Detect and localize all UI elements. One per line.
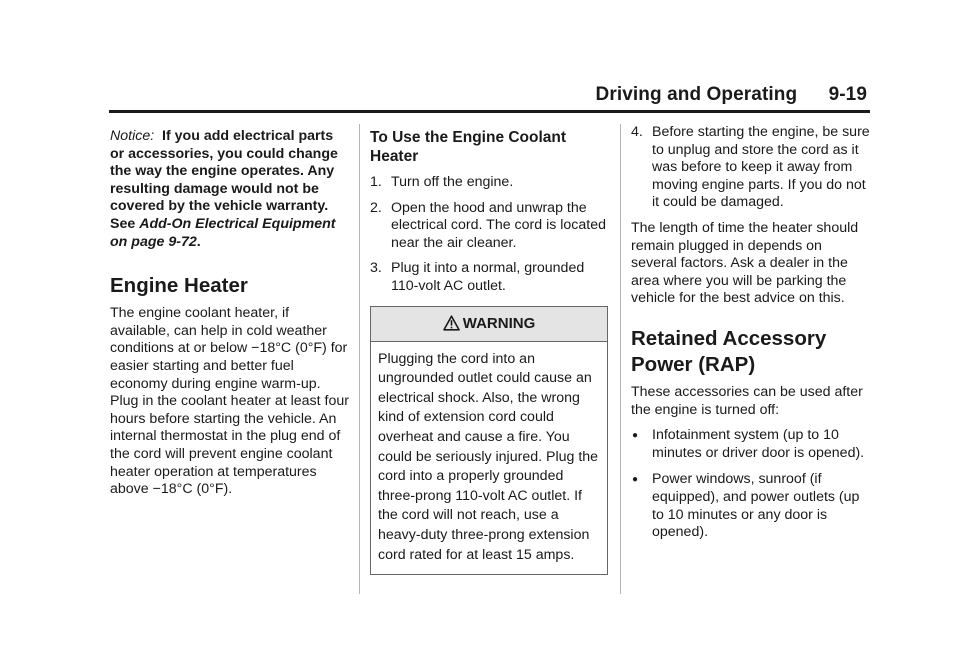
warning-header — [371, 307, 607, 342]
list-item — [370, 200, 610, 253]
heater-time-paragraph: The length of time the heater should remain plugged in depends on several factors. Ask a dealer in the area where you will be parking the vehicle for the best advice on this. — [631, 219, 859, 307]
column-divider — [359, 124, 360, 594]
step-text: Before starting the engine, be sure to unplug and store the cord as it was before to keep it away from moving engine parts. If you do not it could be damaged. — [652, 124, 870, 211]
list-item — [370, 174, 610, 192]
coolant-heater-heading: To Use the Engine Coolant Heater — [370, 129, 567, 165]
column-divider — [620, 124, 621, 594]
step-number: 4. — [631, 124, 643, 140]
step-text: Plug it into a normal, grounded 110-volt AC outlet. — [391, 260, 585, 294]
page-number: 9-19 — [828, 84, 867, 105]
notice-text: If you add electrical parts or accessories, you could change the way the engine operates. Any resulting damage would not be covered by the vehicle warranty. See — [110, 128, 338, 232]
list-item — [631, 124, 871, 212]
warning-triangle-icon — [443, 315, 463, 332]
column-2 — [370, 124, 610, 575]
steps-list — [370, 174, 610, 296]
step-number: 3. — [370, 260, 382, 277]
warning-title: WARNING — [462, 314, 536, 332]
bullet-text: Power windows, sunroof (if equipped), and power outlets (up to 10 minutes or any door is opened). — [652, 471, 860, 541]
page-header — [596, 84, 867, 106]
column-1 — [110, 124, 350, 507]
rap-intro: These accessories can be used after the engine is turned off: — [631, 383, 863, 418]
warning-box — [370, 306, 608, 576]
rap-heading: Retained Accessory Power (RAP) — [631, 326, 827, 376]
notice-paragraph — [110, 128, 350, 251]
notice-reference-link[interactable]: Add-On Electrical Equipment on page 9-72 — [110, 215, 336, 250]
steps-list-continued — [631, 124, 871, 212]
rap-bullet-list — [631, 427, 871, 542]
engine-heater-heading: Engine Heater — [110, 274, 248, 298]
step-text: Turn off the engine. — [391, 174, 514, 190]
column-3 — [631, 124, 871, 551]
engine-heater-body: The engine coolant heater, if available, can help in cold weather conditions at or below −18°C (0°F) for easier starting and better fuel economy during engine warm-up. Plug in the coolant heater at least four hours before starting the vehicle. An internal thermostat in the plug end of the cord will prevent engine coolant heater operation at temperatures above −18°C (0°F). — [110, 305, 349, 498]
notice-end: . — [196, 233, 201, 250]
list-item — [370, 260, 610, 295]
warning-body: Plugging the cord into an ungrounded outlet could cause an electrical shock. Also, the wrong kind of extension cord could overheat and cause a fire. You could be seriously injured. Plug the cord into a properly grounded three-prong 110-volt AC outlet. If the cord will not reach, use a heavy-duty three-prong extension cord rated for at least 15 amps. — [378, 350, 599, 563]
notice-label: Notice: — [110, 128, 155, 144]
list-item — [631, 427, 871, 462]
bullet-icon: ● — [632, 430, 639, 442]
step-number: 2. — [370, 199, 382, 216]
step-number: 1. — [370, 174, 382, 190]
bullet-text: Infotainment system (up to 10 minutes or driver door is opened). — [652, 427, 865, 461]
list-item — [631, 471, 871, 541]
header-rule — [109, 110, 870, 113]
section-title: Driving and Operating — [595, 84, 798, 105]
step-text: Open the hood and unwrap the electrical cord. The cord is located near the air cleaner. — [391, 199, 607, 251]
bullet-icon: ● — [632, 474, 639, 486]
